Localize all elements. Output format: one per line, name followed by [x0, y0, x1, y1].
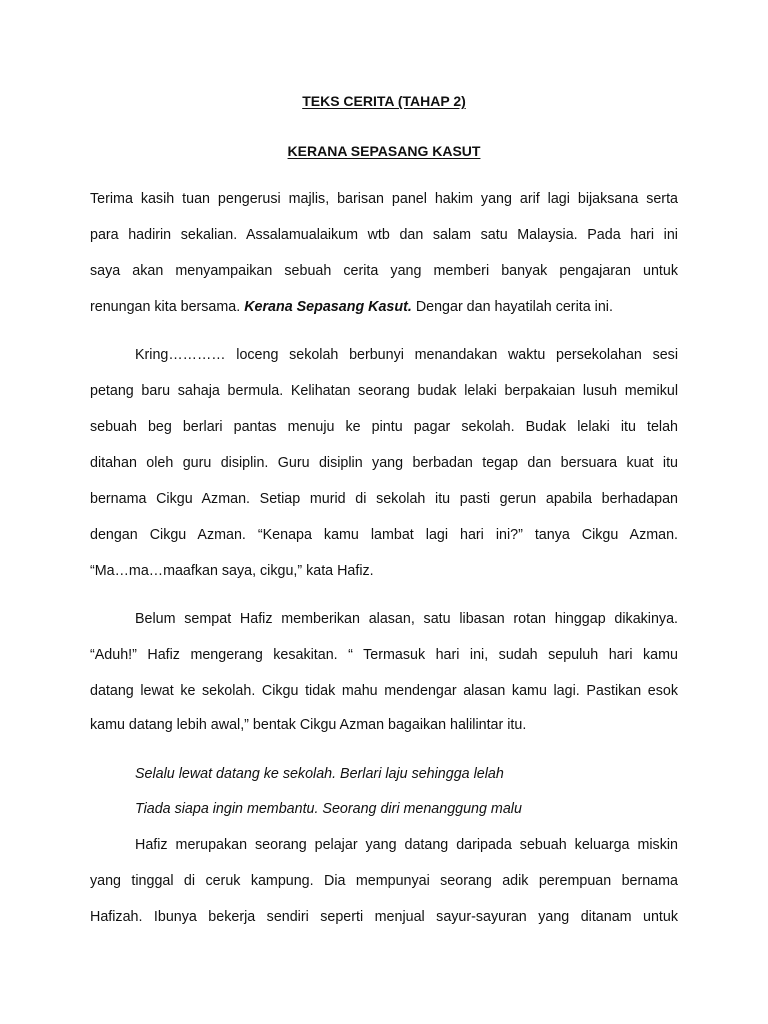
paragraph-4-line-2: yang tinggal di ceruk kampung. Dia mempunyai seorang adik perempuan bernama [90, 873, 678, 889]
paragraph-3-line-3: datang lewat ke sekolah. Cikgu tidak mahu mendengar alasan kamu lagi. Pastikan esok [90, 683, 678, 699]
paragraph-2-line-4: ditahan oleh guru disiplin. Guru disiplin yang berbadan tegap dan bersuara kuat itu [90, 455, 678, 471]
verse-line-1: Selalu lewat datang ke sekolah. Berlari laju sehingga lelah [135, 766, 504, 782]
paragraph-4-line-1: Hafiz merupakan seorang pelajar yang datang daripada sebuah keluarga miskin [135, 837, 678, 853]
paragraph-1-line-4 [90, 298, 678, 316]
document-title: TEKS CERITA (TAHAP 2) [302, 93, 466, 109]
paragraph-2-line-5: bernama Cikgu Azman. Setiap murid di sekolah itu pasti gerun apabila berhadapan [90, 491, 678, 507]
paragraph-3-line-2: “Aduh!” Hafiz mengerang kesakitan. “ Termasuk hari ini, sudah sepuluh hari kamu [90, 647, 678, 663]
paragraph-4-line-3: Hafizah. Ibunya bekerja sendiri seperti menjual sayur-sayuran yang ditanam untuk [90, 909, 678, 925]
paragraph-2-line-1: Kring………… loceng sekolah berbunyi menandakan waktu persekolahan sesi [135, 347, 678, 363]
story-title: KERANA SEPASANG KASUT [287, 143, 481, 159]
paragraph-2-line-6: dengan Cikgu Azman. “Kenapa kamu lambat lagi hari ini?” tanya Cikgu Azman. [90, 527, 678, 543]
paragraph-2-line-3: sebuah beg berlari pantas menuju ke pintu pagar sekolah. Budak lelaki itu telah [90, 419, 678, 435]
paragraph-1-line-4-end: Dengar dan hayatilah cerita ini. [411, 299, 613, 315]
paragraph-2-line-2: petang baru sahaja bermula. Kelihatan seorang budak lelaki berpakaian lusuh memikul [90, 383, 678, 399]
paragraph-1-line-4-text: renungan kita bersama. [90, 299, 245, 315]
paragraph-3-line-1: Belum sempat Hafiz memberikan alasan, satu libasan rotan hinggap dikakinya. [135, 611, 678, 627]
story-title-inline: Kerana Sepasang Kasut. [244, 299, 412, 315]
paragraph-3-line-4: kamu datang lebih awal,” bentak Cikgu Azman bagaikan halilintar itu. [90, 717, 527, 733]
verse-line-2: Tiada siapa ingin membantu. Seorang diri menanggung malu [135, 801, 522, 817]
paragraph-1-line-2: para hadirin sekalian. Assalamualaikum wtb dan salam satu Malaysia. Pada hari ini [90, 227, 678, 243]
paragraph-2-line-7: “Ma…ma…maafkan saya, cikgu,” kata Hafiz. [90, 563, 374, 579]
paragraph-1-line-1: Terima kasih tuan pengerusi majlis, barisan panel hakim yang arif lagi bijaksana serta [90, 191, 678, 207]
paragraph-1-line-3: saya akan menyampaikan sebuah cerita yang memberi banyak pengajaran untuk [90, 263, 678, 279]
